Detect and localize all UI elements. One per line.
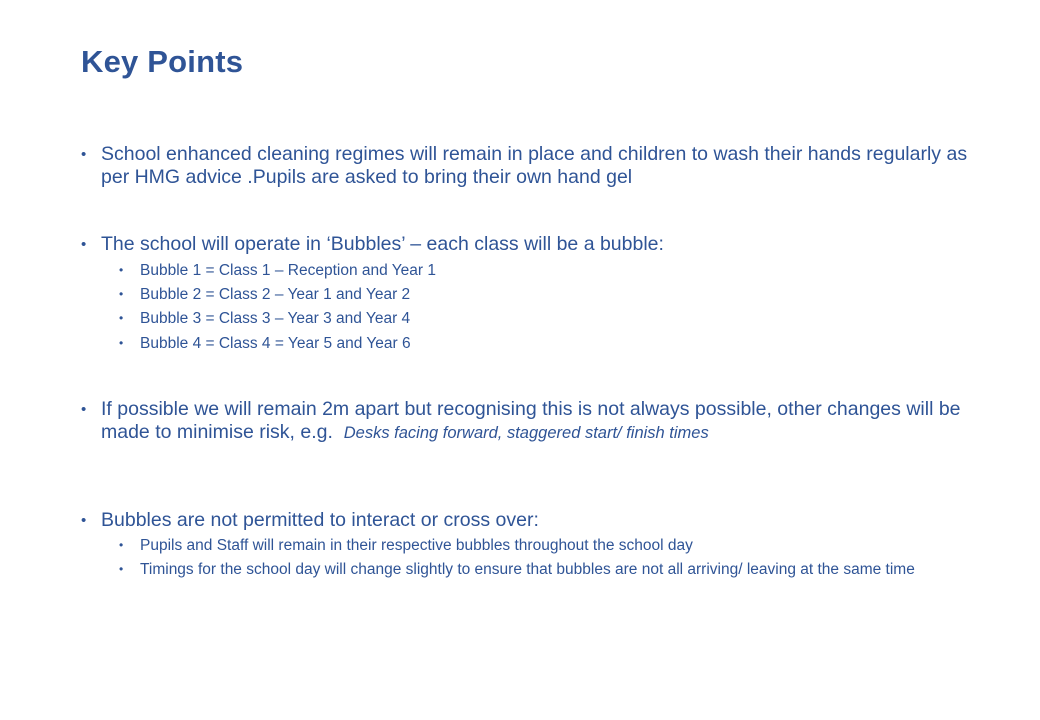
- sub-bullet-text: Bubble 4 = Class 4 = Year 5 and Year 6: [140, 335, 411, 352]
- sub-bullet-icon: •: [119, 538, 124, 552]
- bullet-point-distancing: [81, 398, 971, 445]
- sub-bullet-bubble-1: [119, 261, 969, 280]
- bullet-icon: •: [81, 236, 87, 253]
- sub-bullet-bubble-4: [119, 334, 969, 353]
- bullet-text: If possible we will remain 2m apart but recognising this is not always possible, other changes will be made to minimise risk, e.g.: [101, 398, 961, 443]
- sub-bullet-icon: •: [119, 263, 124, 277]
- bullet-icon: •: [81, 146, 87, 163]
- bullet-text-group: [101, 398, 971, 445]
- bullet-point-interaction: [81, 509, 971, 532]
- sub-bullet-bubble-3: [119, 309, 969, 328]
- bullet-text: Bubbles are not permitted to interact or cross over:: [101, 509, 539, 531]
- bullet-point-cleaning: [81, 143, 971, 189]
- example-text: Desks facing forward, staggered start/ finish times: [343, 424, 709, 442]
- sub-bullet-icon: •: [119, 311, 124, 325]
- sub-bullet-timings: [119, 560, 969, 579]
- sub-bullet-text: Bubble 2 = Class 2 – Year 1 and Year 2: [140, 286, 411, 303]
- bullet-text: The school will operate in ‘Bubbles’ – each class will be a bubble:: [101, 233, 664, 255]
- sub-bullet-bubble-2: [119, 285, 969, 304]
- sub-bullet-icon: •: [119, 562, 124, 576]
- bullet-icon: •: [81, 401, 87, 418]
- sub-bullet-icon: •: [119, 336, 124, 350]
- slide-title: Key Points: [81, 44, 244, 79]
- sub-bullet-text: Timings for the school day will change slightly to ensure that bubbles are not all arriving/ leaving at the same time: [140, 561, 915, 578]
- bullet-text: School enhanced cleaning regimes will remain in place and children to wash their hands regularly as per HMG advice .Pupils are asked to bring their own hand gel: [101, 143, 968, 188]
- sub-bullet-text: Bubble 3 = Class 3 – Year 3 and Year 4: [140, 310, 411, 327]
- sub-bullet-staff-bubbles: [119, 536, 969, 555]
- bullet-icon: •: [81, 512, 87, 529]
- sub-bullet-text: Pupils and Staff will remain in their respective bubbles throughout the school day: [140, 537, 693, 554]
- sub-bullet-text: Bubble 1 = Class 1 – Reception and Year 1: [140, 262, 437, 279]
- sub-bullet-icon: •: [119, 287, 124, 301]
- bullet-point-bubbles: [81, 233, 971, 256]
